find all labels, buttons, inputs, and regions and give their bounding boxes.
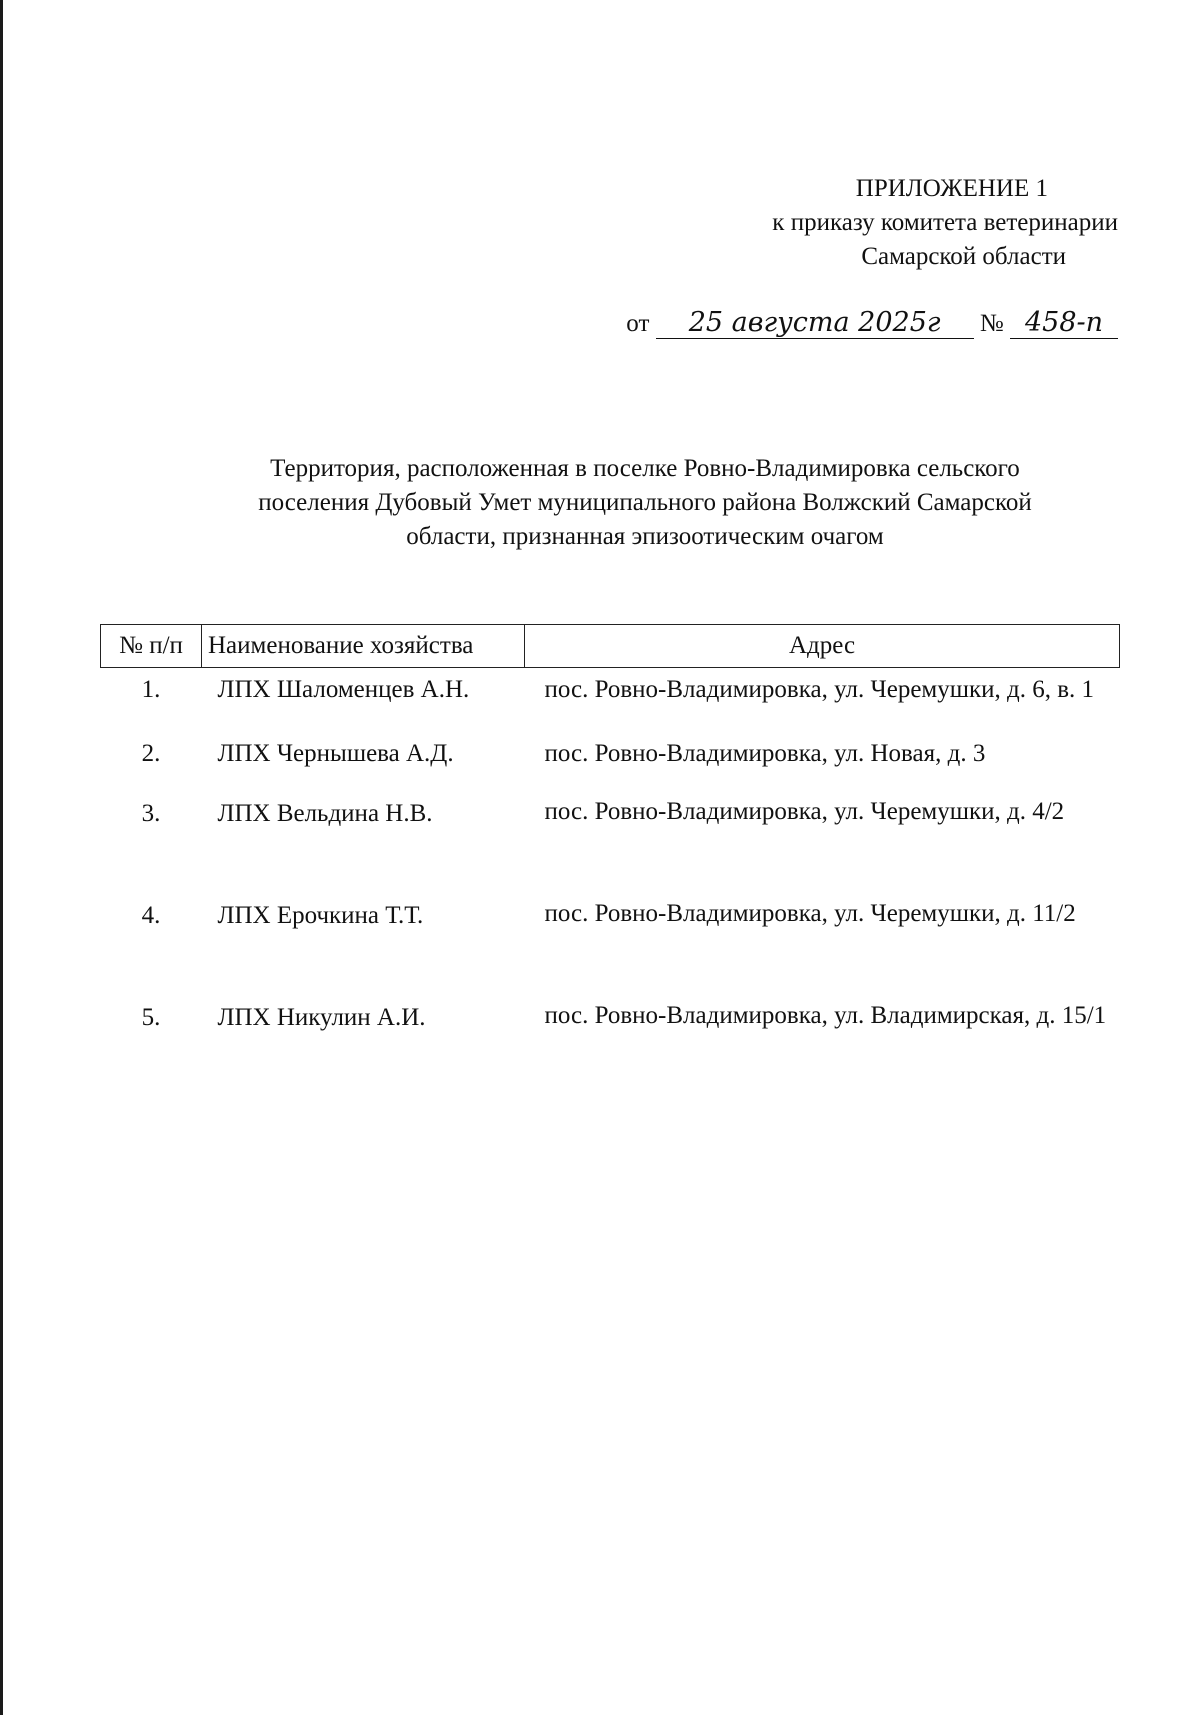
row-number: 1.: [141, 676, 161, 703]
row-address: пос. Ровно-Владимировка, ул. Черемушки, д. 6, в. 1: [544, 676, 1095, 703]
table-row: [101, 738, 1120, 784]
row-farm-name: ЛПХ Чернышева А.Д.: [217, 740, 454, 767]
table-row: [101, 886, 1120, 988]
header-address: Адрес: [525, 625, 1120, 668]
title-line-2: поселения Дубовый Умет муниципального района Волжский Самарской: [258, 489, 1032, 516]
table-row: [101, 668, 1120, 739]
row-address: пос. Ровно-Владимировка, ул. Владимирская, д. 15/1: [544, 1002, 1107, 1029]
row-farm-name: ЛПХ Вельдина Н.В.: [217, 800, 433, 827]
table-header-row: [101, 625, 1120, 668]
appendix-order-ref: к приказу комитета ветеринарии: [772, 209, 1118, 236]
header-name: Наименование хозяйства: [202, 625, 525, 668]
number-label: №: [979, 310, 1004, 337]
row-address: пос. Ровно-Владимировка, ул. Черемушки, д. 11/2: [544, 900, 1076, 927]
handwritten-date: 25 августа 2025г: [656, 308, 974, 339]
row-number: 5.: [141, 1004, 161, 1031]
farms-table: [100, 624, 1120, 1072]
handwritten-number: 458-п: [1010, 308, 1118, 339]
row-address: пос. Ровно-Владимировка, ул. Черемушки, д. 4/2: [544, 798, 1065, 825]
row-number: 4.: [141, 902, 161, 929]
date-prefix: от: [626, 310, 650, 337]
title-line-1: Территория, расположенная в поселке Ровно-Владимировка сельского: [270, 455, 1020, 482]
row-address: пос. Ровно-Владимировка, ул. Новая, д. 3: [544, 740, 986, 767]
scan-edge: [0, 0, 3, 1715]
appendix-region: Самарской области: [861, 243, 1066, 270]
order-date-number: [626, 306, 1118, 342]
row-farm-name: ЛПХ Никулин А.И.: [217, 1004, 426, 1031]
appendix-title: ПРИЛОЖЕНИЕ 1: [855, 175, 1048, 202]
document-title: [150, 452, 1140, 554]
table-row: [101, 988, 1120, 1072]
header-number: № п/п: [101, 625, 202, 668]
row-farm-name: ЛПХ Шаломенцев А.Н.: [217, 676, 470, 703]
row-number: 2.: [141, 740, 161, 767]
row-number: 3.: [141, 800, 161, 827]
appendix-header: [772, 172, 1118, 274]
table-row: [101, 784, 1120, 886]
title-line-3: области, признанная эпизоотическим очагом: [406, 523, 884, 550]
row-farm-name: ЛПХ Ерочкина Т.Т.: [217, 902, 424, 929]
